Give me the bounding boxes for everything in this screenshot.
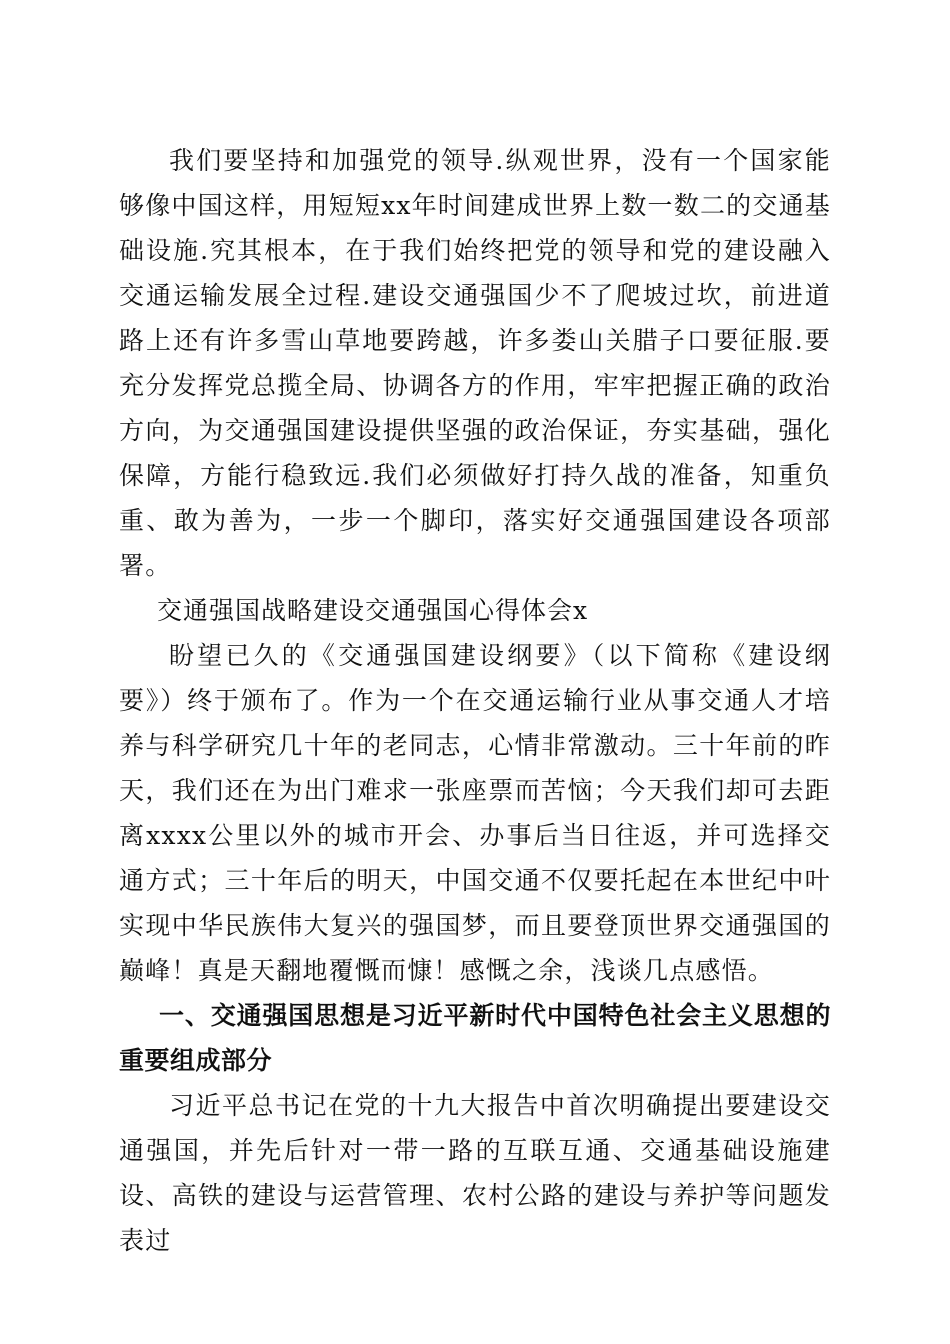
document-page [119,138,831,1263]
body-paragraph: 我们要坚持和加强党的领导.纵观世界，没有一个国家能够像中国这样，用短短xx年时间建成世界上数一数二的交通基础设施.究其根本，在于我们始终把党的领导和党的建设融入交通运输发展全过程.建设交通强国少不了爬坡过坎，前进道路上还有许多雪山草地要跨越，许多娄山关腊子口要征服.要充分发挥党总揽全局、协调各方的作用，牢牢把握正确的政治方向，为交通强国建设提供坚强的政治保证，夯实基础，强化保障，方能行稳致远.我们必须做好打持久战的准备，知重负重、敢为善为，一步一个脚印，落实好交通强国建设各项部署。 [119,146,831,580]
body-paragraph: 盼望已久的《交通强国建设纲要》（以下简称《建设纲要》）终于颁布了。作为一个在交通运输行业从事交通人才培养与科学研究几十年的老同志，心情非常激动。三十年前的昨天，我们还在为出门难求一张座票而苦恼；今天我们却可去距离xxxx公里以外的城市开会、办事后当日往返，并可选择交通方式；三十年后的明天，中国交通不仅要托起在本世纪中叶实现中华民族伟大复兴的强国梦，而且要登顶世界交通强国的巅峰！真是天翻地覆慨而慷！感慨之余，浅谈几点感悟。 [119,641,831,985]
body-paragraph: 习近平总书记在党的十九大报告中首次明确提出要建设交通强国，并先后针对一带一路的互联互通、交通基础设施建设、高铁的建设与运营管理、农村公路的建设与养护等问题发表过 [119,1091,831,1255]
section-heading: 一、交通强国思想是习近平新时代中国特色社会主义思想的重要组成部分 [119,1001,831,1075]
article-title: 交通强国战略建设交通强国心得体会x [157,596,589,625]
